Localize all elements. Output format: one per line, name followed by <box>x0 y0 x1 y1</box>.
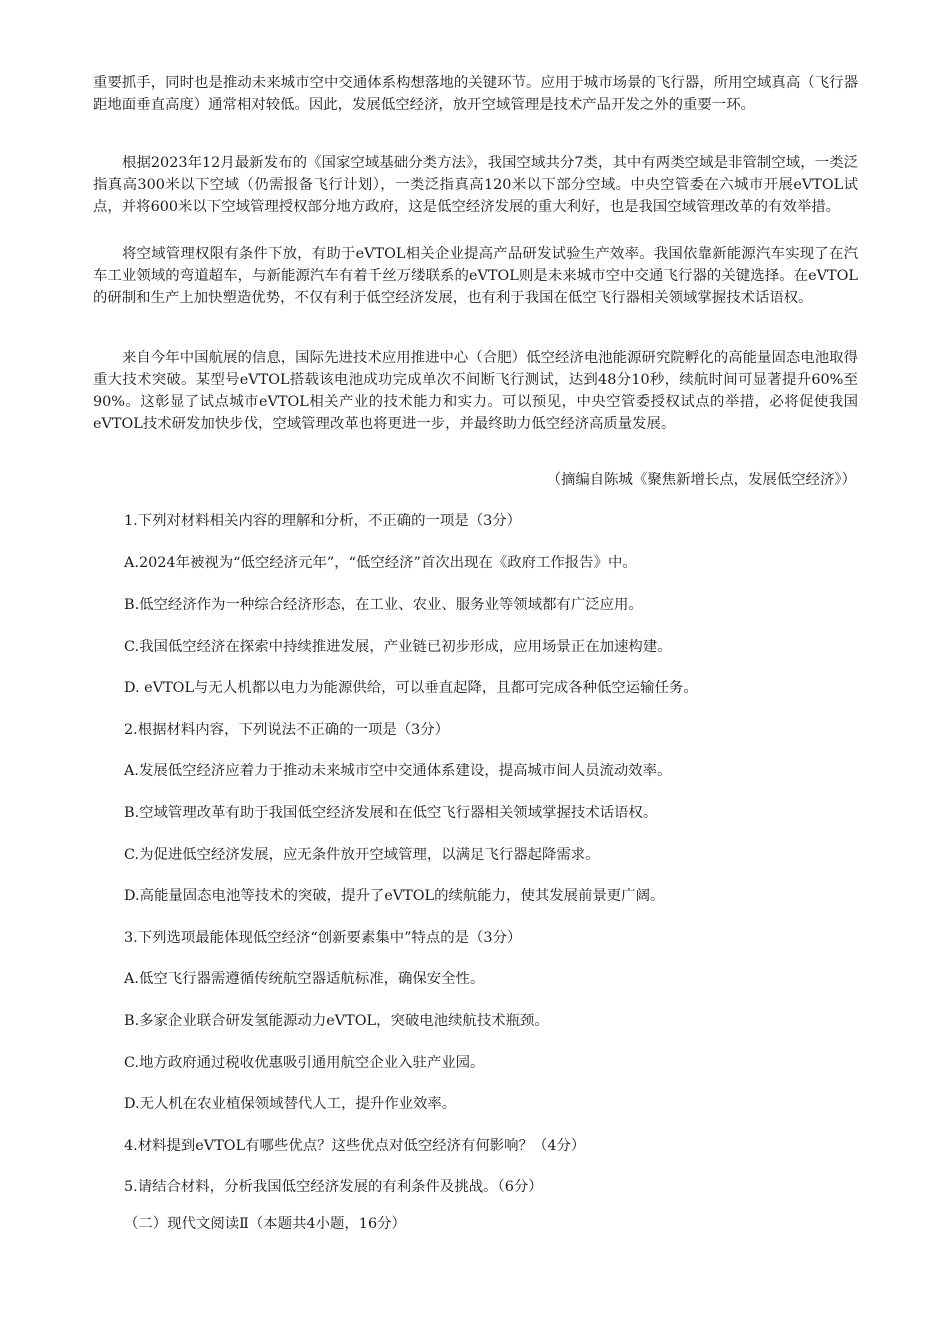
section-heading: （二）现代文阅读Ⅱ（本题共4小题，16分） <box>124 1216 406 1232</box>
question-1: 1.下列对材料相关内容的理解和分析，不正确的一项是（3分） <box>124 513 522 529</box>
question-1-option-a: A.2024年被视为“低空经济元年”，“低空经济”首次出现在《政府工作报告》中。 <box>124 555 637 571</box>
question-1-option-b: B.低空经济作为一种综合经济形态，在工业、农业、服务业等领域都有广泛应用。 <box>124 597 643 613</box>
question-3-option-d: D.无人机在农业植保领域替代人工，提升作业效率。 <box>124 1096 457 1112</box>
source-citation: （摘编自陈城《聚焦新增长点，发展低空经济》） <box>546 472 856 488</box>
question-3-option-a: A.低空飞行器需遵循传统航空器适航标准，确保安全性。 <box>124 971 485 987</box>
question-4: 4.材料提到eVTOL有哪些优点？这些优点对低空经济有何影响？（4分） <box>124 1138 586 1154</box>
paragraph-intro-continuation: 重要抓手，同时也是推动未来城市空中交通体系构想落地的关键环节。应用于城市场景的飞行器，所用空域真高（飞行器距地面垂直高度）通常相对较低。因此，发展低空经济，放开空域管理是技术产品开发之外的重要一环。 <box>93 75 858 113</box>
paragraph-battery-breakthrough: 来自今年中国航展的信息，国际先进技术应用推进中心（合肥）低空经济电池能源研究院孵化的高能量固态电池取得重大技术突破。某型号eVTOL搭载该电池成功完成单次不间断飞行测试，达到48分10秒，续航时间可显著提升60%至90%。这彰显了试点城市eVTOL相关产业的技术能力和实力。可以预见，中央空管委授权试点的举措，必将促使我国eVTOL技术研发加快步伐，空域管理改革也将更进一步，并最终助力低空经济高质量发展。 <box>93 350 858 432</box>
question-3-option-c: C.地方政府通过税收优惠吸引通用航空企业入驻产业园。 <box>124 1055 485 1071</box>
paragraph-airspace-classification: 根据2023年12月最新发布的《国家空域基础分类方法》，我国空域共分7类，其中有两类空域是非管制空域，一类泛指真高300米以下空域（仍需报备飞行计划），一类泛指真高120米以下部分空域。中央空管委在六城市开展eVTOL试点，并将600米以下空域管理授权部分地方政府，这是低空经济发展的重大利好，也是我国空域管理改革的有效举措。 <box>93 155 858 215</box>
question-3: 3.下列选项最能体现低空经济“创新要素集中”特点的是（3分） <box>124 930 522 946</box>
question-2: 2.根据材料内容，下列说法不正确的一项是（3分） <box>124 722 450 738</box>
question-2-option-a: A.发展低空经济应着力于推动未来城市空中交通体系建设，提高城市间人员流动效率。 <box>124 763 672 779</box>
question-1-option-d: D. eVTOL与无人机都以电力为能源供给，可以垂直起降，且都可完成各种低空运输任务。 <box>124 680 698 696</box>
question-3-option-b: B.多家企业联合研发氢能源动力eVTOL，突破电池续航技术瓶颈。 <box>124 1013 549 1029</box>
question-5: 5.请结合材料，分析我国低空经济发展的有利条件及挑战。（6分） <box>124 1179 543 1195</box>
question-2-option-d: D.高能量固态电池等技术的突破，提升了eVTOL的续航能力，使其发展前景更广阔。 <box>124 888 665 904</box>
question-1-option-c: C.我国低空经济在探索中持续推进发展，产业链已初步形成，应用场景正在加速构建。 <box>124 639 672 655</box>
question-2-option-c: C.为促进低空经济发展，应无条件放开空域管理，以满足飞行器起降需求。 <box>124 847 600 863</box>
paragraph-airspace-delegation: 将空域管理权限有条件下放，有助于eVTOL相关企业提高产品研发试验生产效率。我国依靠新能源汽车实现了在汽车工业领域的弯道超车，与新能源汽车有着千丝万缕联系的eVTOL则是未来城市空中交通飞行器的关键选择。在eVTOL的研制和生产上加快塑造优势，不仅有利于低空经济发展，也有利于我国在低空飞行器相关领域掌握技术话语权。 <box>93 246 858 306</box>
question-2-option-b: B.空域管理改革有助于我国低空经济发展和在低空飞行器相关领域掌握技术话语权。 <box>124 805 658 821</box>
